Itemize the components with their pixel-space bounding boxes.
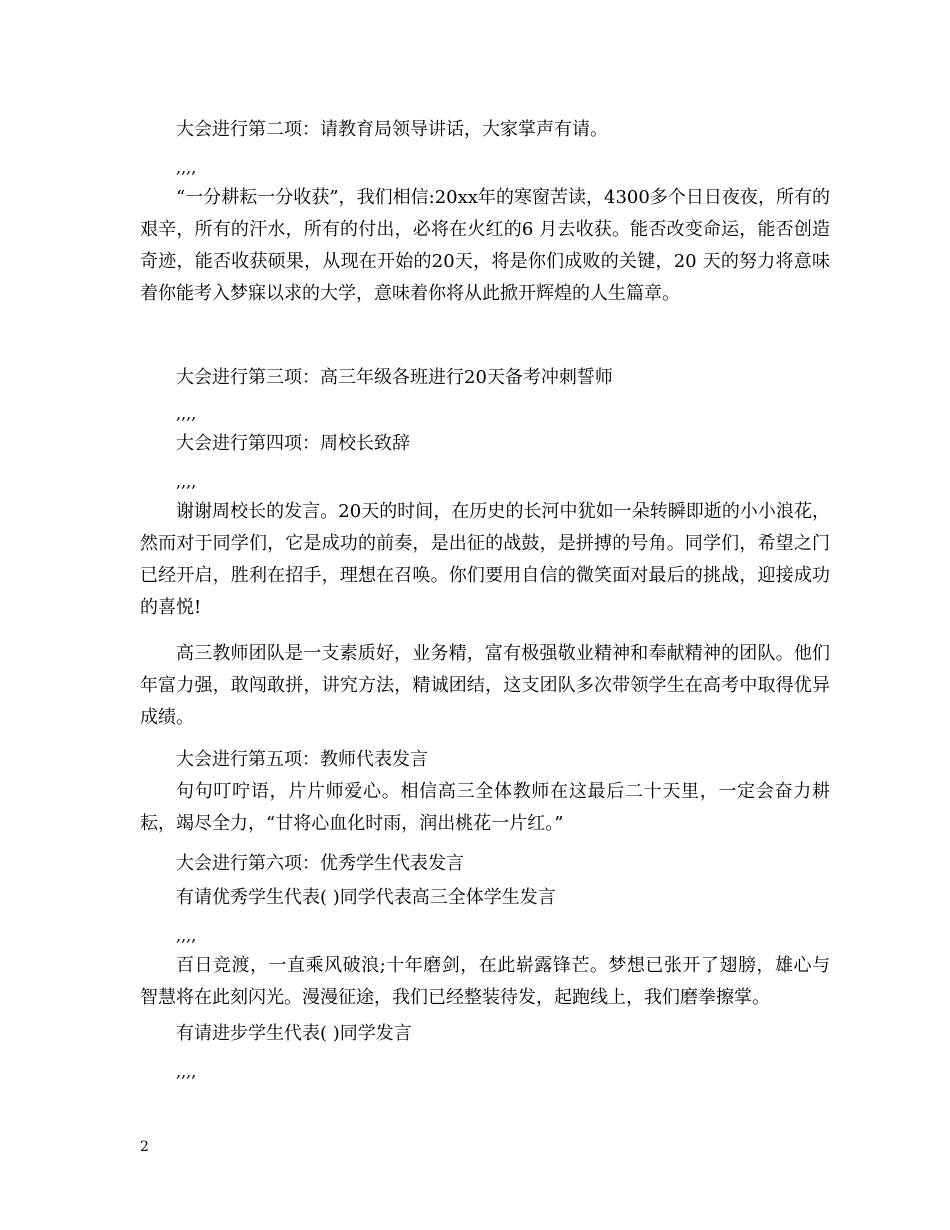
agenda-item-3: 大会进行第三项：高三年级各班进行20天备考冲刺誓师: [176, 367, 613, 388]
ellipsis-mark: ,,,,: [176, 404, 197, 423]
paragraph-thanks: 谢谢周校长的发言。20天的时间，在历史的长河中犹如一朵转瞬即逝的小小浪花，然而对于同学们，它是成功的前奏，是出征的战鼓，是拼搏的号角。同学们，希望之门已经开启，胜利在招手，理想在召唤。你们要用自信的微笑面对最后的挑战，迎接成功的喜悦!: [140, 501, 830, 618]
invite-excellent-student: 有请优秀学生代表( )同学代表高三全体学生发言: [176, 887, 556, 908]
paragraph-student-spirit: 百日竞渡，一直乘风破浪;十年磨剑，在此崭露锋芒。梦想已张开了翅膀，雄心与智慧将在此刻闪光。漫漫征途，我们已经整装待发，起跑线上，我们磨拳擦掌。: [140, 955, 830, 1008]
paragraph-teacher-team: 高三教师团队是一支素质好，业务精，富有极强敬业精神和奉献精神的团队。他们年富力强，敢闯敢拼，讲究方法，精诚团结，这支团队多次带领学生在高考中取得优异成绩。: [140, 643, 830, 728]
ellipsis-mark: ,,,,: [176, 926, 197, 945]
ellipsis-mark: ,,,,: [176, 472, 197, 491]
invite-progress-student: 有请进步学生代表( )同学发言: [176, 1023, 412, 1044]
page-number: 2: [140, 1139, 149, 1155]
agenda-item-6: 大会进行第六项：优秀学生代表发言: [176, 853, 464, 874]
agenda-item-5: 大会进行第五项：教师代表发言: [176, 749, 428, 770]
agenda-item-2: 大会进行第二项：请教育局领导讲话，大家掌声有请。: [176, 119, 608, 140]
agenda-item-4: 大会进行第四项：周校长致辞: [176, 433, 410, 454]
paragraph-harvest: “一分耕耘一分收获”，我们相信:20xx年的寒窗苦读，4300多个日日夜夜，所有的艰辛，所有的汗水，所有的付出，必将在火红的6 月去收获。能否改变命运，能否创造奇迹，能否收获硕果，从现在开始的20天，将是你们成败的关键，20 天的努力将意味着你能考入梦寐以求的大学，意味着你将从此掀开辉煌的人生篇章。: [140, 187, 830, 304]
ellipsis-mark: ,,,,: [176, 158, 197, 177]
paragraph-teacher-care: 句句叮咛语，片片师爱心。相信高三全体教师在这最后二十天里，一定会奋力耕耘，竭尽全力，“甘将心血化时雨，润出桃花一片红。”: [140, 781, 830, 834]
ellipsis-mark: ,,,,: [176, 1062, 197, 1081]
